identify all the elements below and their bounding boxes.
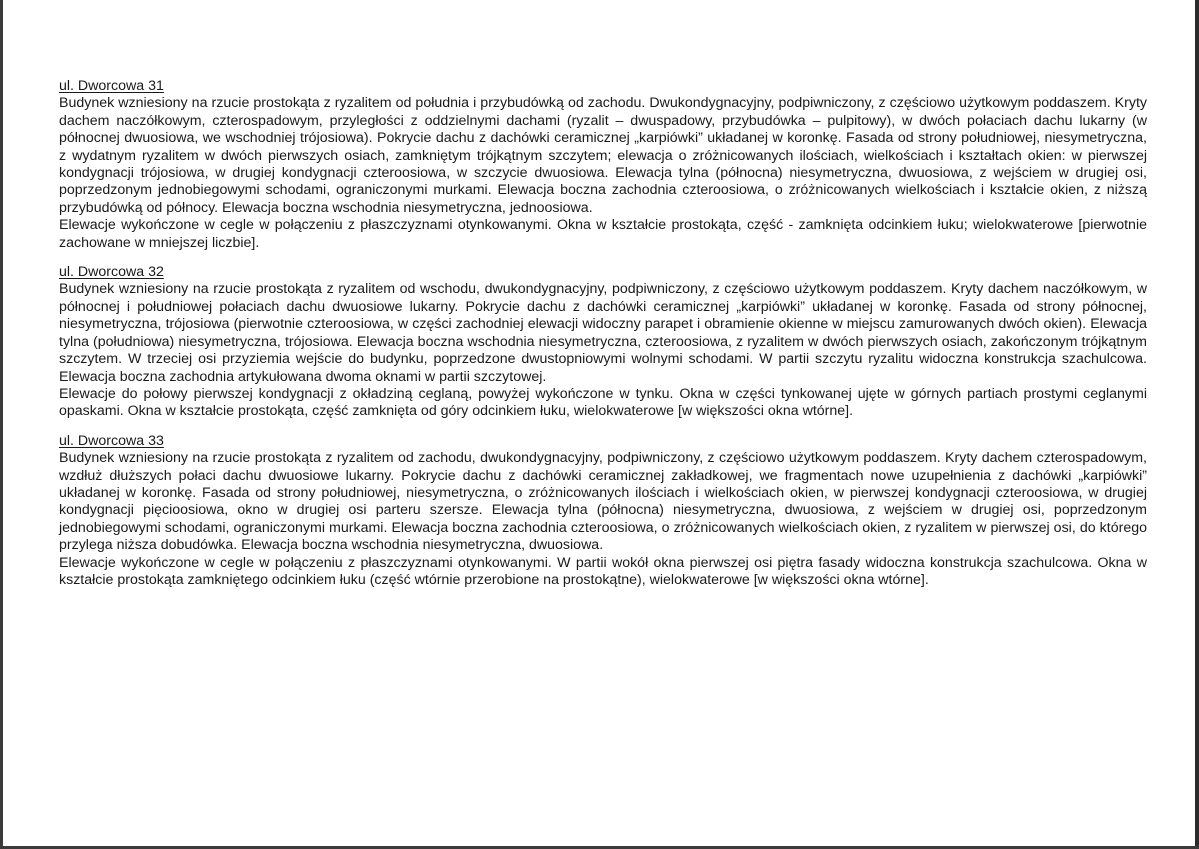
- entry-dworcowa-33: [59, 433, 1147, 590]
- description-paragraph: Budynek wzniesiony na rzucie prostokąta z ryzalitem od zachodu, dwukondygnacyjny, podpiwniczony, z częściowo użytkowym poddaszem. Kryty dachem czterospadowym, wzdłuż dłuższych połaci dachu dwuosiowe lukarny. Pokrycie dachu z dachówki ceramicznej zakładkowej, we fragmentach nowe uzupełnienia z dachówki „karpiówki” układanej w koronkę. Fasada od strony południowej, niesymetryczna, o zróżnicowanych ilościach i wielkościach okien, w pierwszej kondygnacji czteroosiowa, w drugiej kondygnacji pięcioosiowa, okno w drugiej osi parteru szersze. Elewacja tylna (północna) niesymetryczna, dwuosiowa, z wejściem w drugiej osi, poprzedzonym jednobiegowymi schodami, ograniczonymi murkami. Elewacja boczna zachodnia czteroosiowa, o zróżnicowanych wielkościach okien, z ryzalitem w pierwszej osi, do którego przylega niższa dobudówka. Elewacja boczna wschodnia niesymetryczna, dwuosiowa.: [59, 450, 1147, 554]
- entry-dworcowa-32: [59, 264, 1147, 421]
- entry-title: ul. Dworcowa 33: [59, 432, 164, 449]
- description-paragraph: Budynek wzniesiony na rzucie prostokąta z ryzalitem od wschodu, dwukondygnacyjny, podpiwniczony, z częściowo użytkowym poddaszem. Kryty dachem naczółkowym, w północnej i południowej połaciach dachu dwuosiowe lukarny. Pokrycie dachu z dachówki ceramicznej „karpiówki” układanej w koronkę. Fasada od strony północnej, niesymetryczna, trójosiowa (pierwotnie czteroosiowa, w części zachodniej elewacji widoczny parapet i obramienie okienne w miejscu zamurowanych dwóch okien). Elewacja tylna (południowa) niesymetryczna, trójosiowa. Elewacja boczna wschodnia niesymetryczna, czteroosiowa, z ryzalitem w dwóch pierwszych osiach, zakończonym trójkątnym szczytem. W trzeciej osi przyziemia wejście do budynku, poprzedzone dwustopniowymi wolnymi schodami. W partii szczytu ryzalitu widoczna konstrukcja szachulcowa. Elewacja boczna zachodnia artykułowana dwoma oknami w partii szczytowej.: [59, 281, 1147, 385]
- entry-title: ul. Dworcowa 31: [59, 78, 164, 94]
- finish-paragraph: Elewacje do połowy pierwszej kondygnacji z okładziną ceglaną, powyżej wykończone w tynku. Okna w części tynkowanej ujęte w górnych partiach prostymi ceglanymi opaskami. Okna w kształcie prostokąta, część zamknięta od góry odcinkiem łuku, wielokwaterowe [w większości okna wtórne].: [59, 385, 1147, 420]
- scan-edge-left: [0, 0, 3, 849]
- scan-edge-right: [1195, 0, 1199, 849]
- document-page: [59, 78, 1147, 601]
- finish-paragraph: Elewacje wykończone w cegle w połączeniu z płaszczyznami otynkowanymi. W partii wokół okna pierwszej osi piętra fasady widoczna konstrukcja szachulcowa. Okna w kształcie prostokąta zamkniętego odcinkiem łuku (część wtórnie przerobione na prostokątne), wielokwaterowe [w większości okna wtórne].: [59, 554, 1147, 588]
- entry-dworcowa-31: [59, 78, 1147, 252]
- finish-paragraph: Elewacje wykończone w cegle w połączeniu z płaszczyznami otynkowanymi. Okna w kształcie prostokąta, część - zamknięta odcinkiem łuku; wielokwaterowe [pierwotnie zachowane w mniejszej liczbie].: [59, 217, 1147, 251]
- description-paragraph: Budynek wzniesiony na rzucie prostokąta z ryzalitem od południa i przybudówką od zachodu. Dwukondygnacyjny, podpiwniczony, z częściowo użytkowym poddaszem. Kryty dachem naczółkowym, czterospadowym, przyległości z oddzielnymi dachami (ryzalit – dwuspadowy, przybudówka – pulpitowy), w dwóch połaciach dachu lukarny (w północnej dwuosiowa, we wschodniej trójosiowa). Pokrycie dachu z dachówki ceramicznej „karpiówki” układanej w koronkę. Fasada od strony południowej, niesymetryczna, z wydatnym ryzalitem w dwóch pierwszych osiach, zamkniętym trójkątnym szczytem; elewacja o zróżnicowanych ilościach, wielkościach i kształtach okien: w pierwszej kondygnacji trójosiowa, w drugiej kondygnacji czteroosiowa, w szczycie dwuosiowa. Elewacja tylna (północna) niesymetryczna, dwuosiowa, z wejściem w drugiej osi, poprzedzonym jednobiegowymi schodami, ograniczonymi murkami. Elewacja boczna zachodnia czteroosiowa, o zróżnicowanych wielkościach i kształcie okien, z niższą przybudówką od północy. Elewacja boczna wschodnia niesymetryczna, jednoosiowa.: [59, 95, 1147, 216]
- entry-title: ul. Dworcowa 32: [59, 264, 164, 281]
